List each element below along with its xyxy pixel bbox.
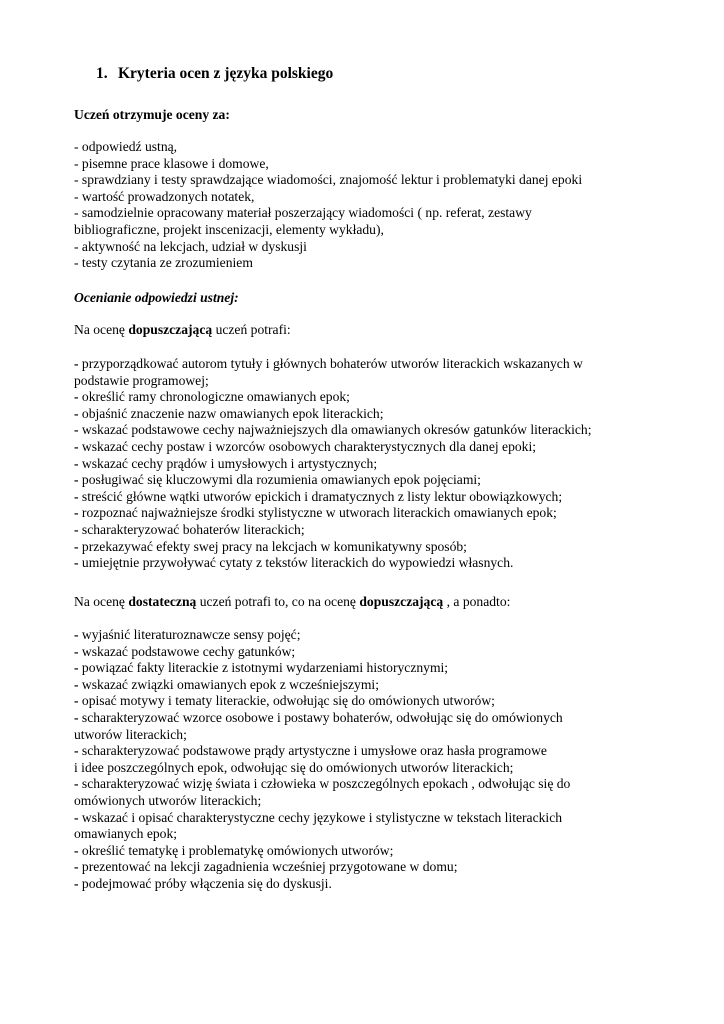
list-item: - objaśnić znaczenie nazw omawianych epok literackich;: [74, 405, 384, 421]
section-heading: [96, 66, 333, 83]
list-item: - prezentować na lekcji zagadnienia wcześniej przygotowane w domu;: [74, 859, 458, 875]
intro-text: uczeń potrafi:: [212, 322, 291, 337]
grade-name: dostateczną: [128, 594, 197, 609]
list-item: - sprawdziany i testy sprawdzające wiadomości, znajomość lektur i problematyki danej epoki: [74, 172, 583, 188]
list-item: - wyjaśnić literaturoznawcze sensy pojęć;: [74, 627, 301, 642]
list-item: - powiązać fakty literackie z istotnymi wydarzeniami historycznymi;: [74, 660, 449, 676]
list-item: - scharakteryzować wzorce osobowe i postawy bohaterów, odwołując się do omówionych: [74, 709, 563, 725]
list-item: omawianych epok;: [74, 826, 178, 842]
list-item: - rozpoznać najważniejsze środki stylistyczne w utworach literackich omawianych epok;: [74, 505, 557, 521]
list-item: - scharakteryzować wizję świata i człowieka w poszczególnych epokach , odwołując się do: [74, 776, 571, 792]
intro-title: Uczeń otrzymuje oceny za:: [74, 107, 230, 122]
list-item: omówionych utworów literackich;: [74, 792, 262, 808]
list-item: - scharakteryzować bohaterów literackich;: [74, 521, 305, 537]
oral-section: [74, 290, 674, 307]
dostateczna-intro: [74, 594, 674, 611]
oral-title: Ocenianie odpowiedzi ustnej:: [74, 290, 239, 305]
grade-name: dopuszczającą: [359, 594, 444, 609]
list-item: - pisemne prace klasowe i domowe,: [74, 155, 269, 171]
dopuszczajaca-intro: [74, 322, 674, 339]
list-item: - podejmować próby włączenia się do dyskusji.: [74, 875, 332, 891]
list-item: - scharakteryzować podstawowe prądy artystyczne i umysłowe oraz hasła programowe: [74, 743, 547, 759]
intro-text: , a ponadto:: [443, 594, 511, 609]
list-item: - określić tematykę i problematykę omówionych utworów;: [74, 842, 394, 858]
intro-text: Na ocenę: [74, 594, 129, 609]
list-item: bibliograficzne, projekt inscenizacji, elementy wykładu),: [74, 221, 384, 237]
list-item: - opisać motywy i tematy literackie, odwołując się do omówionych utworów;: [74, 693, 495, 709]
heading-text: Kryteria ocen z języka polskiego: [118, 65, 334, 82]
intro-section: [74, 107, 674, 124]
list-item: podstawie programowej;: [74, 372, 209, 388]
dopuszczajaca-list: [74, 356, 674, 572]
list-item: - testy czytania ze zrozumieniem: [74, 255, 253, 271]
list-item: - streścić główne wątki utworów epickich i dramatycznych z listy lektur obowiązkowych;: [74, 488, 563, 504]
list-item: - wskazać podstawowe cechy najważniejszych dla omawianych okresów gatunków literackich;: [74, 422, 592, 438]
grade-name: dopuszczającą: [128, 322, 213, 337]
list-item: - wskazać związki omawianych epok z wcześniejszymi;: [74, 676, 379, 692]
list-item: - odpowiedź ustną,: [74, 139, 178, 154]
list-item: - wskazać podstawowe cechy gatunków;: [74, 643, 296, 659]
list-item: - wskazać i opisać charakterystyczne cechy językowe i stylistyczne w tekstach literackich: [74, 809, 563, 825]
list-item: utworów literackich;: [74, 726, 187, 742]
heading-number: 1.: [96, 65, 108, 82]
list-item: - wskazać cechy postaw i wzorców osobowych charakterystycznych dla danej epoki;: [74, 438, 537, 454]
intro-text: uczeń potrafi to, co na ocenę: [196, 594, 360, 609]
list-item: i idee poszczególnych epok, odwołując się do omówionych utworów literackich;: [74, 759, 514, 775]
list-item: - wartość prowadzonych notatek,: [74, 188, 255, 204]
dostateczna-list: [74, 627, 674, 893]
list-item: - posługiwać się kluczowymi dla rozumienia omawianych epok pojęciami;: [74, 472, 481, 488]
list-item: - aktywność na lekcjach, udział w dyskusji: [74, 238, 307, 254]
list-item: - przyporządkować autorom tytuły i głównych bohaterów utworów literackich wskazanych w: [74, 356, 583, 371]
list-item: - określić ramy chronologiczne omawianych epok;: [74, 389, 350, 405]
list-item: - samodzielnie opracowany materiał poszerzający wiadomości ( np. referat, zestawy: [74, 205, 532, 221]
list-item: - wskazać cechy prądów i umysłowych i artystycznych;: [74, 455, 378, 471]
list-item: - przekazywać efekty swej pracy na lekcjach w komunikatywny sposób;: [74, 538, 467, 554]
intro-list: [74, 139, 674, 272]
intro-text: Na ocenę: [74, 322, 129, 337]
list-item: - umiejętnie przywoływać cytaty z tekstów literackich do wypowiedzi własnych.: [74, 555, 514, 571]
